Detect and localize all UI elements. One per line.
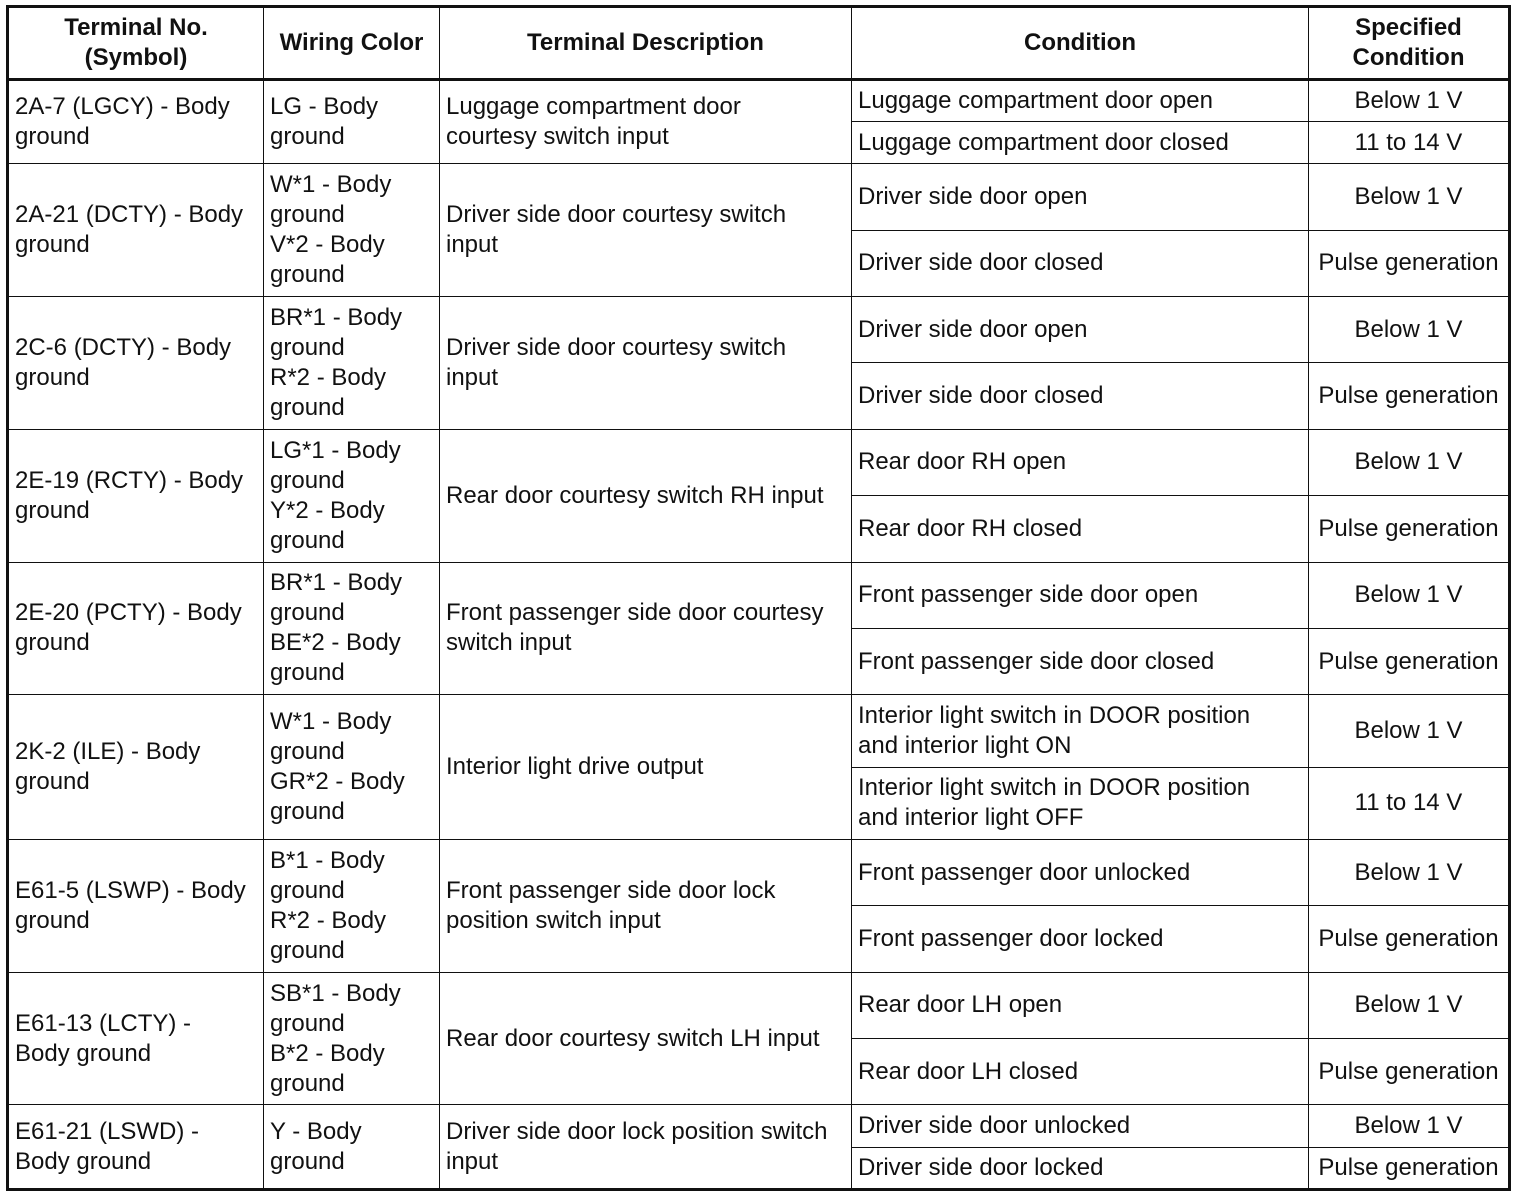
cell-line: Driver side door locked xyxy=(858,1153,1104,1181)
wiring-color-cell xyxy=(264,164,440,297)
cell-line: Rear door courtesy switch LH input xyxy=(446,1024,820,1052)
cell-line: E61-21 (LSWD) - xyxy=(15,1117,200,1145)
cell-line: BR*1 - Body xyxy=(270,569,403,597)
cell-line: Rear door LH open xyxy=(858,991,1063,1019)
table-row xyxy=(8,164,1510,230)
cell-line: ground xyxy=(15,906,90,934)
terminal-description-cell xyxy=(440,80,852,164)
cell-line: Luggage compartment door open xyxy=(858,87,1213,115)
header-row xyxy=(8,7,1510,80)
cell-line: E61-5 (LSWP) - Body xyxy=(15,876,246,904)
header-condition: Condition xyxy=(852,7,1309,80)
cell-line: ground xyxy=(15,629,90,657)
specified-condition-cell: Pulse generation xyxy=(1309,906,1510,972)
header-terminal: Terminal No. (Symbol) xyxy=(8,7,264,80)
cell-line: Front passenger side door lock xyxy=(446,876,776,904)
cell-line: ground xyxy=(15,123,90,151)
cell-line: Front passenger side door closed xyxy=(858,647,1215,675)
condition-cell xyxy=(852,230,1309,296)
condition-cell xyxy=(852,80,1309,122)
terminal-description-cell xyxy=(440,562,852,695)
specified-condition-cell: Pulse generation xyxy=(1309,628,1510,694)
specified-condition-cell: 11 to 14 V xyxy=(1309,122,1510,164)
cell-line: Rear door courtesy switch RH input xyxy=(446,481,824,509)
condition-cell xyxy=(852,164,1309,230)
cell-line: ground xyxy=(270,123,345,151)
condition-cell xyxy=(852,1039,1309,1105)
condition-cell xyxy=(852,628,1309,694)
cell-line: ground xyxy=(270,798,345,826)
header-terminal-description: Terminal Description xyxy=(440,7,852,80)
table-row xyxy=(8,1105,1510,1147)
table-row xyxy=(8,80,1510,122)
table-row xyxy=(8,972,1510,1038)
specified-condition-cell: Below 1 V xyxy=(1309,972,1510,1038)
terminal-description-cell xyxy=(440,839,852,972)
terminal-cell xyxy=(8,1105,264,1190)
cell-line: ground xyxy=(270,466,345,494)
cell-line: ground xyxy=(270,1009,345,1037)
table-row xyxy=(8,429,1510,495)
terminal-cell xyxy=(8,839,264,972)
cell-line: W*1 - Body xyxy=(270,171,392,199)
cell-line: Interior light switch in DOOR position xyxy=(858,701,1251,729)
terminal-cell xyxy=(8,972,264,1105)
cell-line: ground xyxy=(15,768,90,796)
terminal-cell xyxy=(8,164,264,297)
cell-line: Front passenger door unlocked xyxy=(858,858,1191,886)
wiring-color-cell xyxy=(264,297,440,430)
cell-line: SB*1 - Body xyxy=(270,979,401,1007)
cell-line: BE*2 - Body xyxy=(270,629,401,657)
specified-condition-cell: Below 1 V xyxy=(1309,1105,1510,1147)
spec-table-wrapper xyxy=(6,5,1508,1191)
cell-line: Driver side door unlocked xyxy=(858,1111,1131,1139)
cell-line: V*2 - Body xyxy=(270,231,385,259)
specified-condition-cell: Below 1 V xyxy=(1309,164,1510,230)
cell-line: Rear door RH closed xyxy=(858,514,1083,542)
cell-line: Interior light drive output xyxy=(446,753,704,781)
table-row xyxy=(8,562,1510,628)
table-row xyxy=(8,839,1510,905)
condition-cell xyxy=(852,363,1309,429)
condition-cell xyxy=(852,562,1309,628)
cell-line: Y - Body xyxy=(270,1117,362,1145)
condition-cell xyxy=(852,1147,1309,1189)
specified-condition-cell: Pulse generation xyxy=(1309,363,1510,429)
cell-line: B*2 - Body xyxy=(270,1039,385,1067)
terminal-description-cell xyxy=(440,297,852,430)
specified-condition-cell: 11 to 14 V xyxy=(1309,767,1510,839)
cell-line: Front passenger side door open xyxy=(858,581,1199,609)
cell-line: ground xyxy=(270,1069,345,1097)
cell-line: E61-13 (LCTY) - xyxy=(15,1009,192,1037)
cell-line: Luggage compartment door xyxy=(446,93,741,121)
cell-line: 2C-6 (DCTY) - Body xyxy=(15,333,232,361)
condition-cell xyxy=(852,839,1309,905)
wiring-color-cell xyxy=(264,429,440,562)
condition-cell xyxy=(852,122,1309,164)
terminal-cell xyxy=(8,297,264,430)
cell-line: Front passenger side door courtesy xyxy=(446,599,824,627)
cell-line: ground xyxy=(270,876,345,904)
cell-line: courtesy switch input xyxy=(446,123,669,151)
terminal-description-cell xyxy=(440,1105,852,1190)
cell-line: B*1 - Body xyxy=(270,846,385,874)
wiring-color-cell xyxy=(264,1105,440,1190)
specified-condition-cell: Pulse generation xyxy=(1309,1147,1510,1189)
cell-line: 2A-21 (DCTY) - Body xyxy=(15,201,244,229)
wiring-color-cell xyxy=(264,80,440,164)
cell-line: ground xyxy=(270,333,345,361)
cell-line: input xyxy=(446,1147,499,1175)
header-specified-condition: Specified Condition xyxy=(1309,7,1510,80)
cell-line: BR*1 - Body xyxy=(270,303,403,331)
cell-line: input xyxy=(446,363,499,391)
cell-line: Front passenger door locked xyxy=(858,924,1164,952)
cell-line: R*2 - Body xyxy=(270,906,387,934)
specified-condition-cell: Below 1 V xyxy=(1309,80,1510,122)
cell-line: ground xyxy=(15,363,90,391)
table-body xyxy=(8,80,1510,1190)
specified-condition-cell: Below 1 V xyxy=(1309,839,1510,905)
cell-line: Rear door RH open xyxy=(858,448,1067,476)
cell-line: Body ground xyxy=(15,1039,152,1067)
condition-cell xyxy=(852,1105,1309,1147)
condition-cell xyxy=(852,972,1309,1038)
cell-line: W*1 - Body xyxy=(270,708,392,736)
terminal-description-cell xyxy=(440,695,852,840)
cell-line: Driver side door closed xyxy=(858,382,1104,410)
table-row xyxy=(8,297,1510,363)
cell-line: GR*2 - Body xyxy=(270,768,405,796)
table-row xyxy=(8,695,1510,767)
cell-line: position switch input xyxy=(446,906,661,934)
specified-condition-cell: Below 1 V xyxy=(1309,297,1510,363)
cell-line: R*2 - Body xyxy=(270,363,387,391)
cell-line: switch input xyxy=(446,629,572,657)
terminal-cell xyxy=(8,562,264,695)
cell-line: Driver side door courtesy switch xyxy=(446,333,787,361)
specified-condition-cell: Pulse generation xyxy=(1309,230,1510,296)
condition-cell xyxy=(852,906,1309,972)
cell-line: ground xyxy=(270,599,345,627)
cell-line: Driver side door courtesy switch xyxy=(446,201,787,229)
cell-line: 2A-7 (LGCY) - Body xyxy=(15,93,230,121)
terminal-description-cell xyxy=(440,429,852,562)
cell-line: ground xyxy=(270,659,345,687)
cell-line: Driver side door closed xyxy=(858,249,1104,277)
cell-line: input xyxy=(446,231,499,259)
condition-cell xyxy=(852,429,1309,495)
cell-line: Interior light switch in DOOR position xyxy=(858,774,1251,802)
condition-cell xyxy=(852,767,1309,839)
specified-condition-cell: Below 1 V xyxy=(1309,429,1510,495)
cell-line: and interior light ON xyxy=(858,731,1072,759)
cell-line: and interior light OFF xyxy=(858,804,1084,832)
cell-line: ground xyxy=(270,1147,345,1175)
cell-line: Driver side door open xyxy=(858,183,1088,211)
cell-line: ground xyxy=(15,231,90,259)
cell-line: Body ground xyxy=(15,1147,152,1175)
wiring-color-cell xyxy=(264,839,440,972)
cell-line: 2E-19 (RCTY) - Body xyxy=(15,466,244,494)
terminal-description-cell xyxy=(440,972,852,1105)
specified-condition-cell: Below 1 V xyxy=(1309,562,1510,628)
specified-condition-cell: Below 1 V xyxy=(1309,695,1510,767)
cell-line: 2E-20 (PCTY) - Body xyxy=(15,599,242,627)
cell-line: Driver side door open xyxy=(858,315,1088,343)
wiring-color-cell xyxy=(264,695,440,840)
cell-line: LG*1 - Body xyxy=(270,436,401,464)
cell-line: Y*2 - Body xyxy=(270,496,385,524)
wiring-color-cell xyxy=(264,972,440,1105)
condition-cell xyxy=(852,695,1309,767)
terminal-spec-table xyxy=(6,5,1511,1191)
cell-line: 2K-2 (ILE) - Body xyxy=(15,738,201,766)
condition-cell xyxy=(852,297,1309,363)
condition-cell xyxy=(852,496,1309,562)
terminal-cell xyxy=(8,80,264,164)
terminal-cell xyxy=(8,695,264,840)
cell-line: Driver side door lock position switch xyxy=(446,1117,828,1145)
cell-line: ground xyxy=(270,936,345,964)
cell-line: ground xyxy=(270,526,345,554)
specified-condition-cell: Pulse generation xyxy=(1309,1039,1510,1105)
header-wiring-color: Wiring Color xyxy=(264,7,440,80)
cell-line: Luggage compartment door closed xyxy=(858,128,1229,156)
specified-condition-cell: Pulse generation xyxy=(1309,496,1510,562)
cell-line: ground xyxy=(270,393,345,421)
cell-line: Rear door LH closed xyxy=(858,1057,1079,1085)
cell-line: ground xyxy=(270,201,345,229)
cell-line: LG - Body xyxy=(270,93,379,121)
wiring-color-cell xyxy=(264,562,440,695)
cell-line: ground xyxy=(270,738,345,766)
terminal-description-cell xyxy=(440,164,852,297)
cell-line: ground xyxy=(15,496,90,524)
cell-line: ground xyxy=(270,261,345,289)
terminal-cell xyxy=(8,429,264,562)
